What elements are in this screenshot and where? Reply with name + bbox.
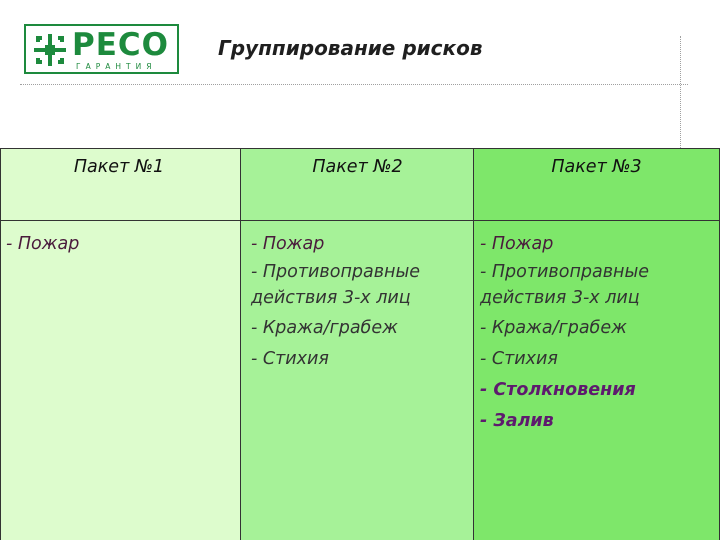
risk-item: - Стихия — [480, 349, 558, 369]
logo-subtitle-text: ГАРАНТИЯ — [76, 62, 157, 71]
package-1-header — [1, 149, 241, 221]
package-3-header-label: Пакет №3 — [551, 157, 642, 177]
header-divider — [20, 84, 688, 85]
header-vertical-rule — [680, 36, 681, 148]
package-3-risk-list — [480, 230, 715, 438]
risk-item: - Кража/грабеж — [480, 318, 627, 338]
reso-emblem-icon — [31, 31, 69, 69]
logo-brand-text: РЕСО — [72, 27, 169, 63]
package-1-column — [0, 148, 241, 540]
risk-item: - Столкновения — [480, 380, 636, 400]
reso-logo — [24, 24, 179, 74]
package-3-column — [473, 148, 720, 540]
package-2-header-label: Пакет №2 — [312, 157, 403, 177]
risk-item: - Пожар — [251, 234, 325, 254]
package-3-header — [474, 149, 719, 221]
package-2-risk-list — [251, 230, 470, 376]
risk-item: - Стихия — [251, 349, 329, 369]
package-2-column — [240, 148, 474, 540]
risk-item: - Пожар — [6, 234, 80, 254]
risk-item: - Противоправные действия 3-х лиц — [251, 262, 421, 308]
risk-item: - Пожар — [480, 234, 554, 254]
package-1-risk-list — [6, 230, 237, 261]
slide-title: Группирование рисков — [218, 36, 483, 60]
risk-item: - Кража/грабеж — [251, 318, 398, 338]
risk-item: - Залив — [480, 411, 554, 431]
package-2-header — [241, 149, 474, 221]
risk-packages-table — [0, 148, 720, 540]
risk-item: - Противоправные действия 3-х лиц — [480, 262, 650, 308]
package-1-header-label: Пакет №1 — [73, 157, 165, 177]
